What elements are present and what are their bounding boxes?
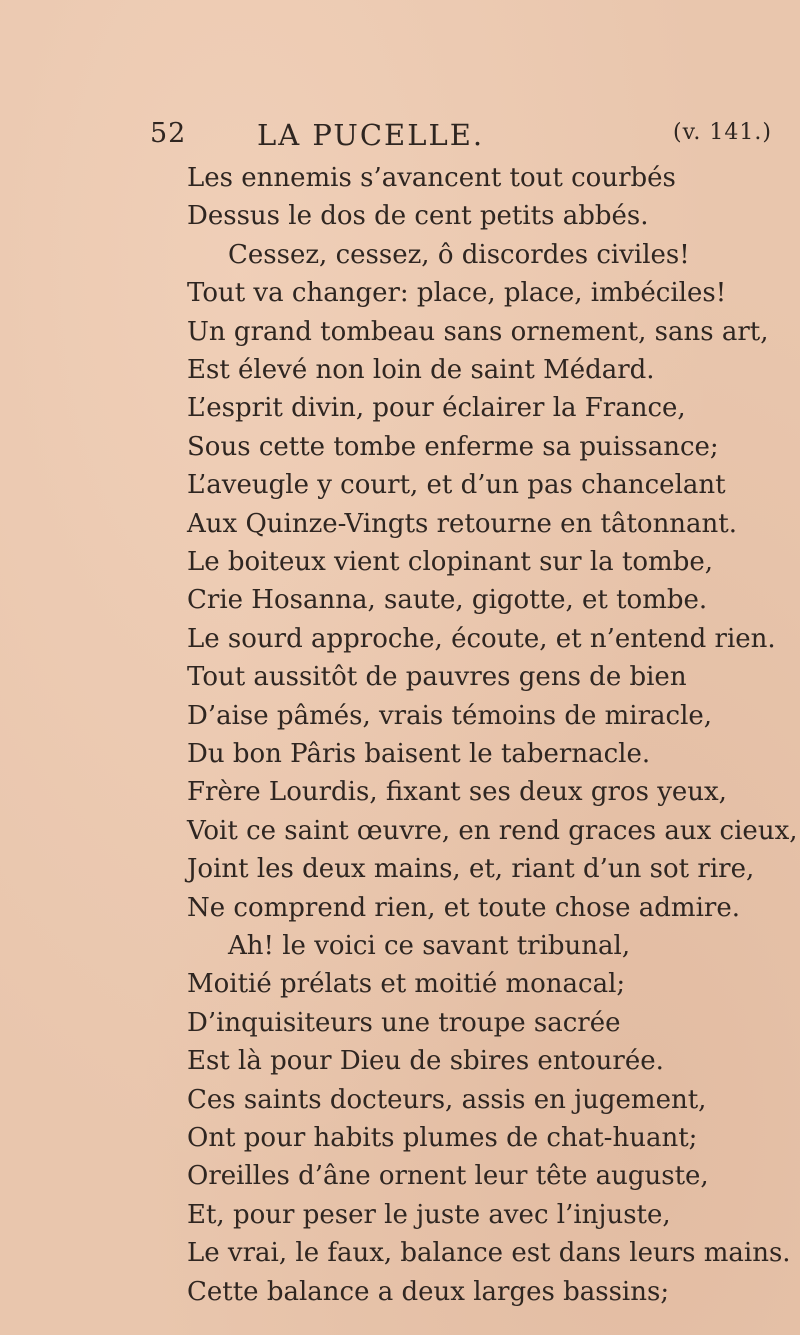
verse-line: Le vrai, le faux, balance est dans leurs mains.	[187, 1238, 791, 1269]
verse-line: Crie Hosanna, saute, gigotte, et tombe.	[187, 585, 708, 616]
verse-line: Aux Quinze-Vingts retourne en tâtonnant.	[187, 508, 738, 539]
verse-line: L’esprit divin, pour éclairer la France,	[187, 393, 686, 424]
verse-line: Dessus le dos de cent petits abbés.	[187, 201, 649, 232]
verse-line: Ont pour habits plumes de chat-huant;	[187, 1123, 698, 1153]
verse-line: Oreilles d’âne ornent leur tête auguste,	[187, 1161, 709, 1192]
verse-line: Du bon Pâris baisent le tabernacle.	[187, 739, 651, 769]
running-title: LA PUCELLE.	[257, 118, 485, 152]
verse-line: Ah! le voici ce savant tribunal,	[228, 931, 631, 961]
verse-line: Et, pour peser le juste avec l’injuste,	[187, 1199, 671, 1230]
verse-line: Joint les deux mains, et, riant d’un sot rire,	[187, 854, 755, 885]
verse-line: Tout aussitôt de pauvres gens de bien	[187, 662, 687, 693]
verse-reference: (v. 141.)	[673, 120, 772, 145]
verse-line: Frère Lourdis, fixant ses deux gros yeux,	[187, 777, 727, 808]
verse-line: Est élevé non loin de saint Médard.	[187, 355, 655, 385]
verse-line: Tout va changer: place, place, imbéciles!	[187, 278, 727, 309]
verse-line: D’inquisiteurs une troupe sacrée	[187, 1007, 621, 1038]
verse-line: Cette balance a deux larges bassins;	[187, 1276, 670, 1307]
page-header	[150, 118, 790, 158]
verse-line: Le sourd approche, écoute, et n’entend rien.	[187, 623, 776, 654]
verse-line: Sous cette tombe enferme sa puissance;	[187, 431, 719, 462]
verse-line: L’aveugle y court, et d’un pas chancelant	[187, 470, 726, 501]
verse-line: Le boiteux vient clopinant sur la tombe,	[187, 547, 713, 577]
verse-line: Un grand tombeau sans ornement, sans art,	[187, 316, 769, 347]
verse-line: Moitié prélats et moitié monacal;	[187, 969, 626, 1000]
verse-line: Est là pour Dieu de sbires entourée.	[187, 1046, 664, 1077]
verse-line: Les ennemis s’avancent tout courbés	[187, 163, 676, 193]
verse-line: Ces saints docteurs, assis en jugement,	[187, 1084, 707, 1115]
page-number: 52	[150, 118, 187, 149]
verse-line: Cessez, cessez, ô discordes civiles!	[228, 239, 690, 270]
verse-line: Voit ce saint œuvre, en rend graces aux cieux,	[187, 815, 798, 846]
verse-line: Ne comprend rien, et toute chose admire.	[187, 892, 740, 923]
verse-line: D’aise pâmés, vrais témoins de miracle,	[187, 700, 713, 731]
